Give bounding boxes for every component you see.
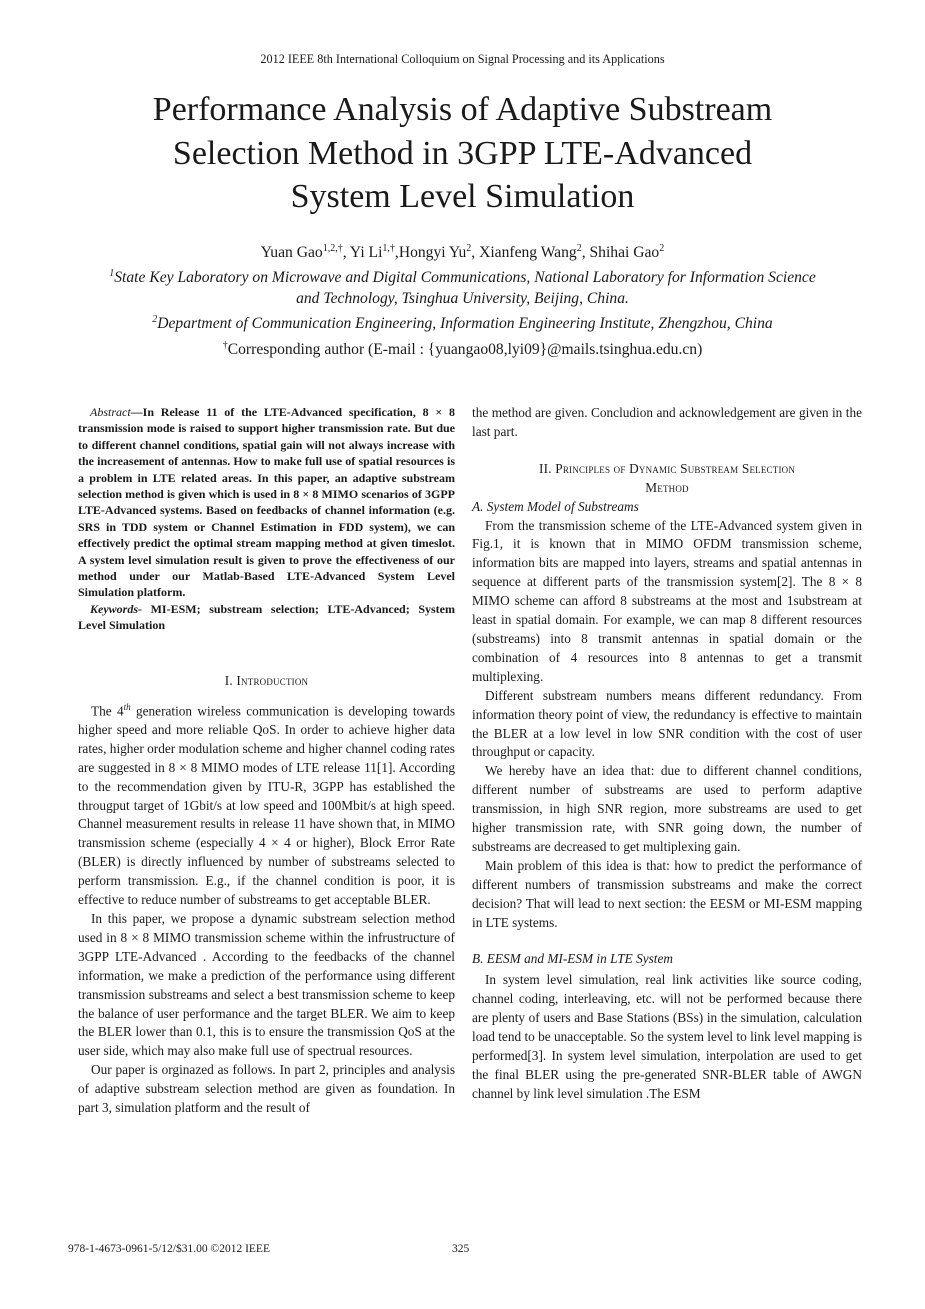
paper-title xyxy=(60,88,865,219)
page-number: 325 xyxy=(452,1243,470,1255)
abstract-label: Abstract xyxy=(90,405,131,419)
author-block xyxy=(40,238,885,360)
author: Xianfeng Wang xyxy=(479,244,577,262)
sep: , xyxy=(581,244,590,262)
author-sup: 2 xyxy=(576,243,582,254)
affiliation-1-cont: and Technology, Tsinghua University, Beijing, China. xyxy=(296,290,629,308)
author-sup: 1,† xyxy=(382,243,395,254)
left-column xyxy=(78,404,455,1118)
section-num: I. xyxy=(224,672,237,688)
sep: , xyxy=(471,244,480,262)
section-heading xyxy=(78,672,455,691)
author-list xyxy=(40,238,885,263)
author-sup: 1,2,† xyxy=(322,243,343,254)
right-column xyxy=(472,404,862,1104)
author: Hongyi Yu xyxy=(398,244,467,262)
title-line: Performance Analysis of Adaptive Substream xyxy=(152,91,773,128)
text: generation wireless communication is developing towards higher speed and more reliable QoS. In order to achieve higher data rates, higher order modulation scheme and higher channel coding rates are suggested in 8 × 8 MIMO modes of LTE release 11[1]. According to the recommendation given by ITU-R, 3GPP has established the througput target of 1Gbit/s at low speed and 100Mbit/s at high speed. Channel measurement results in release 11 have shown that, in MIMO transmission scheme (especially 4 × 4 or higher), Block Error Rate (BLER) is directly influenced by number of substreams selected to perform transmission. E.g., if the channel condition is poor, it is effective to reduce number of substreams to get acceptable BLER. xyxy=(78,703,455,908)
sep: , xyxy=(394,244,399,262)
sep: , xyxy=(342,244,350,262)
author: Shihai Gao xyxy=(589,244,660,262)
section-num: II. xyxy=(538,460,556,476)
sup: th xyxy=(123,701,131,712)
section-heading xyxy=(472,460,862,479)
affiliation-2 xyxy=(40,309,885,334)
keywords-text: MI-ESM; substream selection; LTE-Advanced; System Level Simulation xyxy=(78,601,455,633)
paragraph xyxy=(78,698,455,910)
author: Yi Li xyxy=(349,244,383,262)
author-sup: 2 xyxy=(659,243,665,254)
keywords xyxy=(78,601,455,634)
paragraph-continued: the method are given. Concludion and acknowledgement are given in the last part. xyxy=(472,405,862,439)
paragraph: Different substream numbers means different redundancy. From information theory point of view, the redundancy is effective to maintain the BLER at a low level in low SNR condition with the cost of user throughput or capacity. xyxy=(472,687,862,760)
section-heading-cont: Method xyxy=(645,479,689,495)
aff-text: State Key Laboratory on Microwave and Digital Communications, National Laboratory for Information Science xyxy=(114,269,816,287)
subsection-heading: A. System Model of Substreams xyxy=(472,498,639,514)
title-line: Selection Method in 3GPP LTE-Advanced xyxy=(172,134,753,172)
corr-text: Corresponding author (E-mail : {yuangao08,lyi09}@mails.tsinghua.edu.cn) xyxy=(227,340,703,358)
title-line: System Level Simulation xyxy=(290,178,635,215)
abstract xyxy=(78,404,455,601)
conference-header: 2012 IEEE 8th International Colloquium on Signal Processing and its Applications xyxy=(260,52,665,66)
paragraph: In this paper, we propose a dynamic substream selection method used in 8 × 8 MIMO transmission scheme within the infrustructure of 3GPP LTE-Advanced . According to the feedbacks of the channel information, we make a prediction of the performance using different transmission substreams and select a best transmission scheme to keep the balance of user performance and the target BLER. We aim to keep the BLER lower than 0.1, this is to ensure the transmission QoS at the user side, which may also make full use of spectrual resources. xyxy=(78,910,455,1059)
paragraph: Main problem of this idea is that: how to predict the performance of different numbers of transmission substreams and make the correct decision? That will lead to next section: the EESM or MI-ESM mapping in LTE systems. xyxy=(472,857,862,930)
subsection-heading: B. EESM and MI-ESM in LTE System xyxy=(472,951,673,967)
paragraph: Our paper is orginazed as follows. In part 2, principles and analysis of adaptive substream selection method are given as foundation. In part 3, simulation platform and the result of xyxy=(78,1062,455,1116)
paragraph: From the transmission scheme of the LTE-Advanced system given in Fig.1, it is known that in MIMO OFDM transmission scheme, information bits are mapped into layers, streams and spatial antennas in sequence at different parts of the transmission system[2]. The 8 × 8 MIMO scheme can afford 8 substreams at the most and 1substream at least in spatial domain. For example, we can map 8 different resources (substreams) into 8 transmit antennas in spatial domain or the combination of 4 resources into 8 antennas to get a transmit multiplexing. xyxy=(472,517,862,684)
paragraph: We hereby have an idea that: due to different channel conditions, different number of substreams are used to perform adaptive transmission, in high SNR region, more substreams are used to get higher transmission rate, with SNR going down, the number of substreams are decreased to get multiplexing gain. xyxy=(472,763,862,854)
aff-sup: 2 xyxy=(152,314,158,326)
aff-sup: † xyxy=(222,339,228,351)
paragraph: In system level simulation, real link activities like source coding, channel coding, interleaving, etc. will not be performed because there are plenty of users and Base Stations (BSs) in the simulation, calculation load tend to be unacceptable. So the system level to link level mapping is performed[3]. In system level simulation, interpolation are used to get the final BLER using the pre-generated SNR-BLER table of AWGN channel by link level simulation .The ESM xyxy=(472,972,862,1101)
author: Yuan Gao xyxy=(260,244,323,262)
aff-sup: 1 xyxy=(109,268,115,280)
section-title: Principles of Dynamic Substream Selection xyxy=(555,460,796,476)
text: The 4 xyxy=(91,703,124,719)
corresponding-author xyxy=(40,335,885,360)
section-title: Introduction xyxy=(236,672,309,688)
affiliation-1 xyxy=(40,263,885,288)
author-sup: 2 xyxy=(466,243,472,254)
footer-isbn: 978-1-4673-0961-5/12/$31.00 ©2012 IEEE xyxy=(68,1243,270,1255)
aff-text: Department of Communication Engineering, Information Engineering Institute, Zhengzhou, China xyxy=(157,315,773,333)
abstract-text: —In Release 11 of the LTE-Advanced specification, 8 × 8 transmission mode is raised to support higher transmission rate. But due to different channel conditions, spatial gain will not always increase with the increasement of antennas. How to make full use of spatial resources is a problem in LTE related areas. In this paper, an adaptive substream selection method is given which is used in 8 × 8 MIMO scenarios of 3GPP LTE-Advanced systems. Based on feedbacks of channel information (e.g. SRS in TDD system or Channel Estimation in FDD system), we can effectively predict the optimal stream mapping method at given timeslot. A system level simulation result is given to prove the effectiveness of our method under our Matlab-Based LTE-Advanced System Level Simulation platform. xyxy=(78,405,455,600)
keywords-label: Keywords- xyxy=(90,601,142,616)
